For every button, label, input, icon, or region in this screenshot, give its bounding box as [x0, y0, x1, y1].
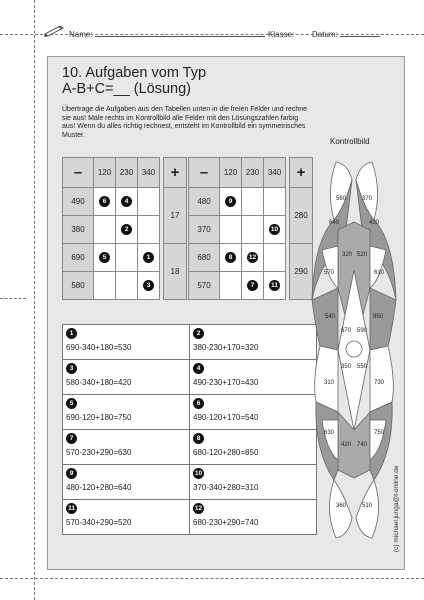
kontroll-number: 420 — [340, 442, 352, 448]
segment-bottom-left[interactable] — [329, 480, 352, 538]
task-marker: 3 — [143, 280, 154, 291]
minus-sign: – — [189, 158, 220, 188]
grid-cell[interactable] — [116, 188, 138, 216]
task-equation: 580-340+180=420 — [66, 378, 132, 387]
grid-cell[interactable] — [138, 188, 160, 216]
task-field[interactable] — [63, 395, 190, 430]
kontroll-number: 610 — [373, 270, 385, 276]
task-marker: 7 — [247, 280, 258, 291]
kontroll-number: 640 — [328, 220, 340, 226]
task-number: 3 — [66, 363, 77, 374]
task-number: 2 — [193, 328, 204, 339]
task-number: 6 — [193, 398, 204, 409]
instructions-text: Übertrage die Aufgaben aus den Tabellen unten in die freien Felder und rechne sie aus! Male rechts im Kontrollbild alle Felder mit den Lösungszahlen farbig aus! Wenn du alles richtig rechnest, entsteht im Kontrollbild ein symmetrisches Muster. — [62, 106, 308, 139]
plus-sign: + — [290, 158, 313, 188]
task-number: 8 — [193, 433, 204, 444]
grid-cell[interactable] — [220, 216, 242, 244]
task-field[interactable] — [63, 500, 190, 535]
kontroll-number: 560 — [335, 196, 347, 202]
kontroll-number: 540 — [324, 314, 336, 320]
task-field[interactable] — [190, 430, 317, 465]
kontroll-number: 310 — [323, 380, 335, 386]
punch-mark — [0, 298, 26, 299]
task-equation: 570-230+290=630 — [66, 448, 132, 457]
grid-cell[interactable] — [94, 216, 116, 244]
task-field[interactable] — [63, 360, 190, 395]
task-field[interactable] — [63, 465, 190, 500]
task-marker: 2 — [121, 224, 132, 235]
cut-line-bottom — [0, 578, 424, 579]
task-number: 5 — [66, 398, 77, 409]
task-number: 11 — [66, 503, 77, 514]
datum-field[interactable] — [312, 30, 380, 39]
page-title — [62, 65, 206, 97]
task-equation: 570-340+290=520 — [66, 518, 132, 527]
kontrollbild-label: Kontrollbild — [330, 137, 370, 146]
row-header: 570 — [189, 272, 220, 300]
kontroll-number: 740 — [356, 442, 368, 448]
kontroll-number: 670 — [340, 328, 352, 334]
task-field[interactable] — [190, 465, 317, 500]
task-number: 7 — [66, 433, 77, 444]
name-label: Name: — [69, 30, 93, 39]
col-header: 230 — [116, 158, 138, 188]
grid-cell[interactable] — [138, 216, 160, 244]
title-line-2: A-B+C=__ (Lösung) — [62, 81, 191, 97]
task-marker: 6 — [99, 196, 110, 207]
grid-cell[interactable] — [116, 244, 138, 272]
grid-cell[interactable] — [94, 272, 116, 300]
grid-cell[interactable] — [242, 216, 264, 244]
grid-cell[interactable] — [116, 216, 138, 244]
task-number: 9 — [66, 468, 77, 479]
task-field[interactable] — [63, 430, 190, 465]
klasse-label: Klasse: — [268, 30, 295, 39]
plus-sign: + — [164, 158, 187, 188]
task-marker: 4 — [121, 196, 132, 207]
task-equation: 690-120+180=750 — [66, 413, 132, 422]
grid-cell[interactable] — [94, 244, 116, 272]
task-marker: 8 — [225, 252, 236, 263]
grid-cell[interactable] — [264, 272, 286, 300]
grid-cell[interactable] — [220, 272, 242, 300]
copyright-notice: (c) michael.junga@t-online.de — [393, 465, 400, 552]
row-header: 480 — [189, 188, 220, 216]
segment-lower-left-wing[interactable] — [315, 346, 338, 412]
task-equation: 480-120+280=640 — [66, 483, 132, 492]
task-equation: 690-340+180=530 — [66, 343, 132, 352]
plus-value: 18 — [164, 244, 187, 300]
task-marker: 12 — [248, 254, 257, 261]
col-header: 340 — [138, 158, 160, 188]
grid-cell[interactable] — [138, 244, 160, 272]
grid-cell[interactable] — [138, 272, 160, 300]
row-header: 370 — [189, 216, 220, 244]
task-equation: 380-230+170=320 — [193, 343, 259, 352]
grid-cell[interactable] — [264, 244, 286, 272]
kontroll-number: 630 — [323, 430, 335, 436]
segment-bottom-right[interactable] — [356, 480, 379, 538]
klasse-field[interactable] — [268, 30, 294, 39]
kontroll-number: 850 — [372, 314, 384, 320]
grid-cell[interactable] — [116, 272, 138, 300]
task-equation: 490-230+170=430 — [193, 378, 259, 387]
task-equation: 490-120+170=540 — [193, 413, 259, 422]
task-number: 4 — [193, 363, 204, 374]
pencil-icon — [44, 24, 66, 42]
kontroll-number: 570 — [323, 270, 335, 276]
grid-cell[interactable] — [242, 188, 264, 216]
col-header: 120 — [94, 158, 116, 188]
solution-table — [62, 324, 317, 535]
datum-label: Datum: — [312, 30, 338, 39]
segment-lower-right-wing[interactable] — [370, 346, 393, 412]
col-header: 120 — [220, 158, 242, 188]
task-marker: 5 — [99, 252, 110, 263]
kontroll-number: 360 — [335, 503, 347, 509]
task-marker: 10 — [270, 226, 279, 233]
task-marker: 9 — [225, 196, 236, 207]
kontroll-number: 370 — [361, 196, 373, 202]
grid-cell[interactable] — [242, 272, 264, 300]
kontroll-number: 510 — [361, 503, 373, 509]
plus-value: 17 — [164, 188, 187, 244]
kontroll-number: 550 — [356, 364, 368, 370]
plus-value: 290 — [290, 244, 313, 300]
kontrollbild-figure — [308, 150, 400, 550]
segment-upper-left-inner[interactable] — [322, 246, 338, 288]
task-equation: 680-230+290=740 — [193, 518, 259, 527]
row-header: 680 — [189, 244, 220, 272]
task-field[interactable] — [63, 325, 190, 360]
kontroll-number: 350 — [340, 364, 352, 370]
name-field[interactable] — [69, 30, 265, 39]
col-header: 340 — [264, 158, 286, 188]
cut-line-left — [34, 0, 35, 600]
task-field[interactable] — [190, 325, 317, 360]
task-field[interactable] — [190, 360, 317, 395]
grid-cell[interactable] — [220, 188, 242, 216]
kontroll-number: 590 — [356, 328, 368, 334]
task-grid-1 — [62, 157, 187, 300]
task-marker: 1 — [143, 252, 154, 263]
segment-upper-right-inner[interactable] — [370, 246, 386, 288]
col-header: 230 — [242, 158, 264, 188]
task-field[interactable] — [190, 500, 317, 535]
kontroll-number: 430 — [368, 220, 380, 226]
task-field[interactable] — [190, 395, 317, 430]
grid-cell[interactable] — [264, 188, 286, 216]
task-number: 12 — [194, 505, 203, 512]
task-number: 10 — [194, 470, 203, 477]
task-equation: 680-120+280=850 — [193, 448, 259, 457]
row-header: 380 — [63, 216, 94, 244]
task-grid-2 — [188, 157, 313, 300]
grid-cell[interactable] — [264, 216, 286, 244]
kontroll-number: 520 — [356, 252, 368, 258]
grid-cell[interactable] — [94, 188, 116, 216]
center-circle — [346, 341, 362, 357]
row-header: 490 — [63, 188, 94, 216]
title-line-1: 10. Aufgaben vom Typ — [62, 65, 207, 81]
task-number: 1 — [66, 328, 77, 339]
row-header: 580 — [63, 272, 94, 300]
task-marker: 11 — [269, 280, 280, 291]
kontroll-number: 730 — [373, 380, 385, 386]
minus-sign: – — [63, 158, 94, 188]
row-header: 690 — [63, 244, 94, 272]
task-equation: 370-340+280=310 — [193, 483, 259, 492]
kontroll-number: 750 — [373, 430, 385, 436]
plus-value: 280 — [290, 188, 313, 244]
grid-cell[interactable] — [220, 244, 242, 272]
grid-cell[interactable] — [242, 244, 264, 272]
kontroll-number: 320 — [341, 252, 353, 258]
